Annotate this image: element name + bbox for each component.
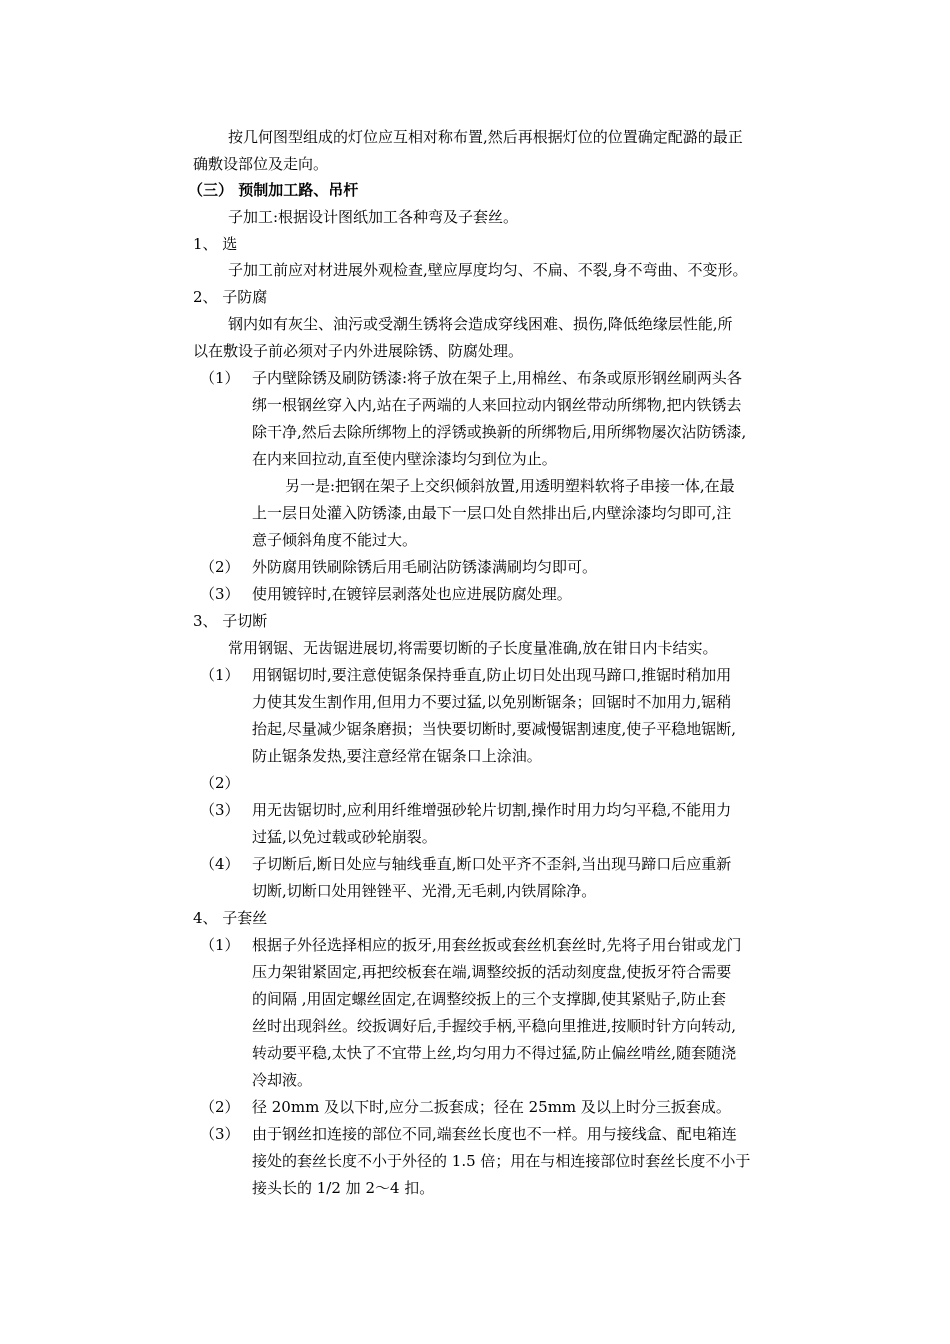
text-line: 意子倾斜角度不能过大。 [252,531,418,549]
text-line: 接处的套丝长度不小于外径的 1.5 倍；用在与相连接部位时套丝长度不小于 [252,1152,751,1170]
item-number: （1） [200,369,240,387]
text-line: 径 20mm 及以下时,应分二扳套成；径在 25mm 及以上时分三扳套成。 [252,1098,731,1116]
text-line: 切断,切断口处用锉锉平、光滑,无毛刺,内铁屑除净。 [252,882,597,900]
item-number: （1） [200,936,240,954]
text-line: 外防腐用铁刷除锈后用毛刷沾防锈漆满刷均匀即可。 [252,558,598,576]
section-heading: （三） 预制加工路、吊杆 [188,181,359,199]
item-number: （3） [200,801,240,819]
text-line: 力使其发生割作用,但用力不要过猛,以免别断锯条；回锯时不加用力,锯稍 [252,693,732,711]
text-line: 以在敷设子前必须对子内外进展除锈、防腐处理。 [193,342,524,360]
text-line: 用无齿锯切时,应利用纤维增强砂轮片切割,操作时用力均匀平稳,不能用力 [252,801,732,819]
subsection-heading: 4、 子套丝 [193,909,268,927]
text-line: 的间隔 ,用固定螺丝固定,在调整绞扳上的三个支撑脚,使其紧贴子,防止套 [252,990,726,1008]
item-number: （3） [200,585,240,603]
subsection-heading: 1、 选 [193,235,238,253]
text-line: 使用镀锌时,在镀锌层剥落处也应进展防腐处理。 [252,585,572,603]
item-number: （2） [200,774,240,792]
item-number: （2） [200,1098,240,1116]
text-line: 过猛,以免过载或砂轮崩裂。 [252,828,437,846]
text-line: 根据子外径选择相应的扳牙,用套丝扳或套丝机套丝时,先将子用台钳或龙门 [252,936,742,954]
item-number: （2） [200,558,240,576]
text-line: 抬起,尽量减少锯条磨损；当快要切断时,要减慢锯割速度,使子平稳地锯断, [252,720,737,738]
subsection-heading: 2、 子防腐 [193,288,268,306]
text-line: 转动要平稳,太快了不宜带上丝,均匀用力不得过猛,防止偏丝啃丝,随套随浇 [252,1044,737,1062]
text-line: 由于钢丝扣连接的部位不同,端套丝长度也不一样。用与接线盒、配电箱连 [252,1125,737,1143]
text-line: 接头长的 1/2 加 2～4 扣。 [252,1179,435,1197]
text-line: 钢内如有灰尘、油污或受潮生锈将会造成穿线困难、损伤,降低绝缘层性能,所 [228,315,733,333]
text-line: 子加工:根据设计图纸加工各种弯及子套丝。 [228,208,519,226]
item-number: （1） [200,666,240,684]
item-number: （3） [200,1125,240,1143]
text-line: 另一是:把钢在架子上交织倾斜放置,用透明塑料软将子串接一体,在最 [285,477,735,495]
text-line: 在内来回拉动,直至使内壁涂漆均匀到位为止。 [252,450,557,468]
item-number: （4） [200,855,240,873]
text-line: 绑一根钢丝穿入内,站在子两端的人来回拉动内钢丝带动所绑物,把内铁锈去 [252,396,742,414]
text-line: 确敷设部位及走向。 [193,155,329,173]
subsection-heading: 3、 子切断 [193,612,268,630]
text-line: 用钢锯切时,要注意使锯条保持垂直,防止切日处出现马蹄口,推锯时稍加用 [252,666,732,684]
text-line: 子加工前应对材进展外观检查,壁应厚度均匀、不扁、不裂,身不弯曲、不变形。 [228,261,748,279]
text-line: 常用钢锯、无齿锯进展切,将需要切断的子长度量准确,放在钳日内卡结实。 [228,639,718,657]
text-line: 防止锯条发热,要注意经常在锯条口上涂油。 [252,747,542,765]
text-line: 压力架钳紧固定,再把绞板套在端,调整绞扳的活动刻度盘,使扳牙符合需要 [252,963,732,981]
text-line: 丝时出现斜丝。绞扳调好后,手握绞手柄,平稳向里推进,按顺时针方向转动, [252,1017,737,1035]
text-line: 除干净,然后去除所绑物上的浮锈或换新的所绑物后,用所绑物屡次沾防锈漆, [252,423,747,441]
text-line: 按几何图型组成的灯位应互相对称布置,然后再根据灯位的位置确定配潞的最正 [228,128,743,146]
text-line: 子切断后,断日处应与轴线垂直,断口处平齐不歪斜,当出现马蹄口后应重新 [252,855,732,873]
text-line: 冷却液。 [252,1071,313,1089]
text-line: 子内壁除锈及刷防锈漆:将子放在架子上,用棉丝、布条或原形钢丝刷两头各 [252,369,742,387]
text-line: 上一层日处灌入防锈漆,由最下一层口处自然排出后,内壁涂漆均匀即可,注 [252,504,732,522]
